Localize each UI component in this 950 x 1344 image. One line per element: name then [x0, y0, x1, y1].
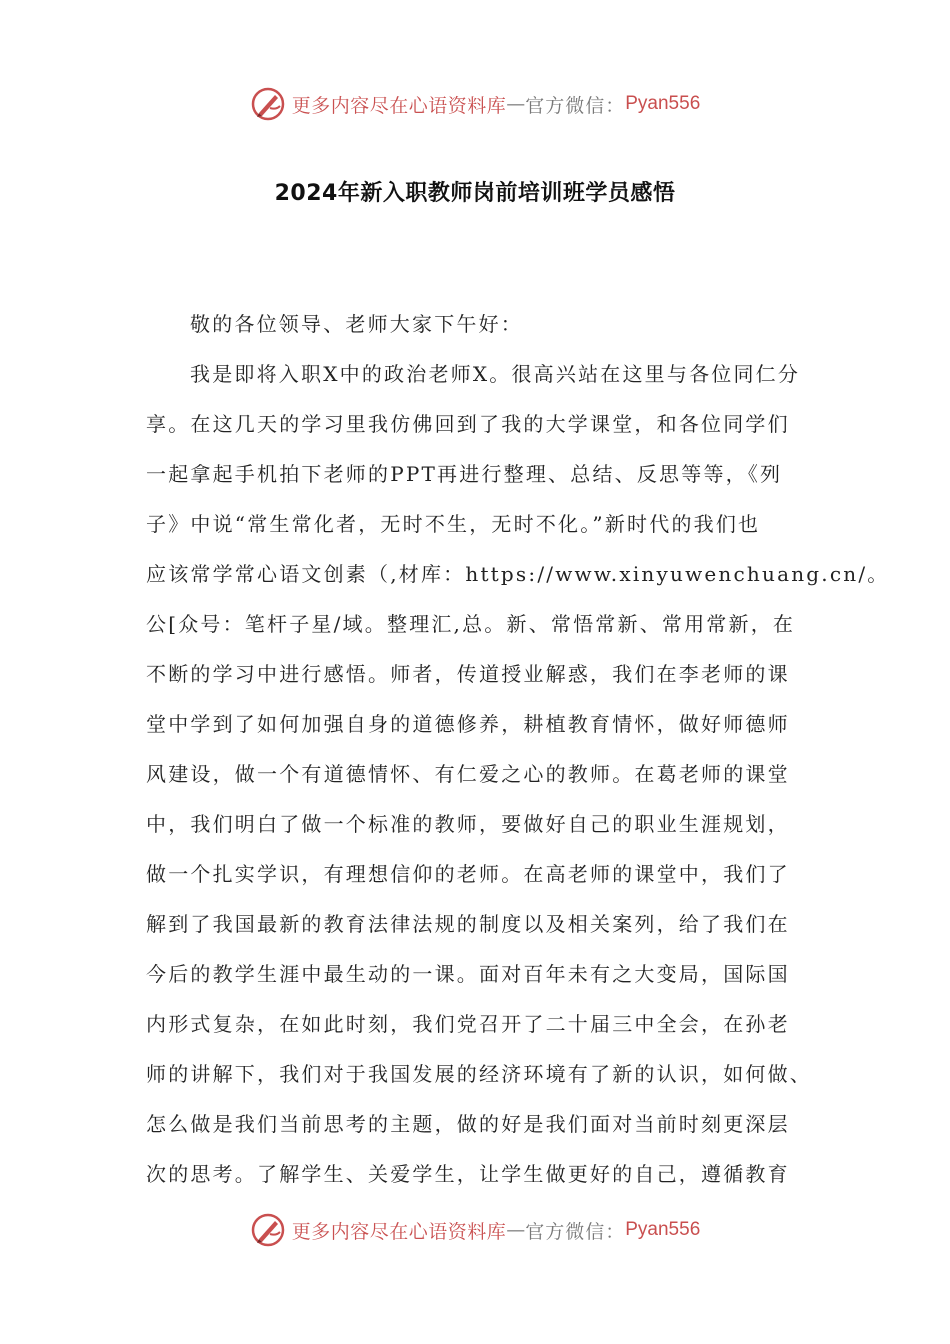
banner-wechat-label: 官方微信： — [525, 1220, 626, 1243]
banner-wechat-id: Pyan556 — [625, 1219, 701, 1240]
body-line: 师的讲解下，我们对于我国发展的经济环境有了新的认识，如何做、 — [146, 1062, 812, 1086]
body-line: 今后的教学生涯中最生动的一课。面对百年未有之大变局，国际国 — [146, 962, 790, 986]
banner-wechat-label: 官方微信： — [525, 94, 626, 117]
body-line: 应该常学常心语文创素（,材库：https://www.xinyuwenchuang.cn/。 — [146, 562, 890, 586]
body-line: 享。在这几天的学习里我仿佛回到了我的大学课堂，和各位同学们 — [146, 412, 790, 436]
body-line: 怎么做是我们当前思考的主题，做的好是我们面对当前时刻更深层 — [146, 1112, 790, 1136]
body-line: 次的思考。了解学生、关爱学生，让学生做更好的自己，遵循教育 — [146, 1162, 790, 1186]
body-line: 解到了我国最新的教育法律法规的制度以及相关案列，给了我们在 — [146, 912, 790, 936]
body-line: 不断的学习中进行感悟。师者，传道授业解惑，我们在李老师的课 — [146, 662, 790, 686]
pen-logo-icon — [250, 1212, 286, 1248]
banner-separator: — — [506, 93, 526, 115]
body-line: 我是即将入职X中的政治老师X。很高兴站在这里与各位同仁分 — [190, 362, 801, 386]
body-line: 做一个扎实学识，有理想信仰的老师。在高老师的课堂中，我们了 — [146, 862, 790, 886]
body-line: 子》中说“常生常化者，无时不生，无时不化。”新时代的我们也 — [146, 512, 761, 536]
body-line: 敬的各位领导、老师大家下午好： — [190, 312, 523, 336]
document-title: 2024年新入职教师岗前培训班学员感悟 — [274, 181, 676, 206]
body-line: 公[众号：笔杆子星/域。整理汇,总。新、常悟常新、常用常新，在 — [146, 612, 796, 636]
header-watermark-banner — [0, 84, 950, 124]
body-line: 中，我们明白了做一个标准的教师，要做好自己的职业生涯规划， — [146, 812, 790, 836]
banner-brand-text: 更多内容尽在心语资料库 — [291, 94, 507, 117]
document-body — [146, 299, 890, 1199]
body-line: 堂中学到了如何加强自身的道德修养，耕植教育情怀，做好师德师 — [146, 712, 790, 736]
body-line: 一起拿起手机拍下老师的PPT再进行整理、总结、反思等等，《列 — [146, 462, 783, 486]
banner-brand-text: 更多内容尽在心语资料库 — [291, 1220, 507, 1243]
footer-watermark-banner — [0, 1210, 950, 1250]
body-line: 风建设，做一个有道德情怀、有仁爱之心的教师。在葛老师的课堂 — [146, 762, 790, 786]
body-line: 内形式复杂，在如此时刻，我们党召开了二十届三中全会，在孙老 — [146, 1012, 790, 1036]
pen-logo-icon — [250, 86, 286, 122]
banner-wechat-id: Pyan556 — [625, 93, 701, 114]
banner-separator: — — [506, 1219, 526, 1241]
